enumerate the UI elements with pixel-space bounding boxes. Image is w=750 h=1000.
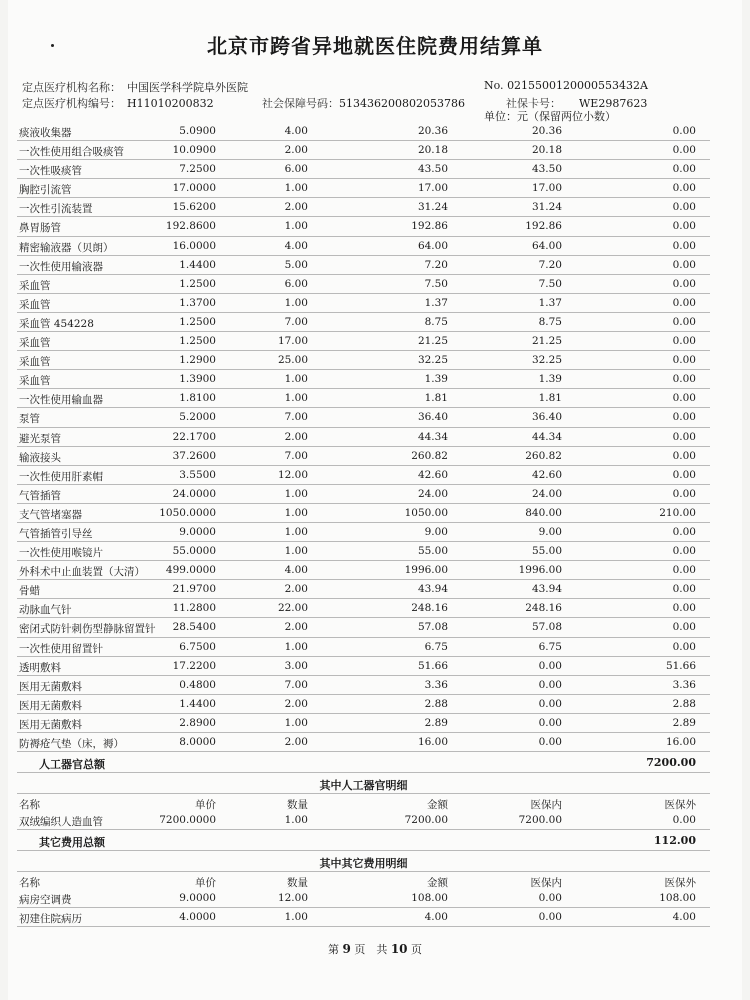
cell-price: 2.8900 [179,716,216,729]
cell-amount: 192.86 [411,220,448,233]
cell-insured: 0.00 [538,716,562,729]
cell-amount: 20.18 [417,144,448,157]
cell-uninsured: 0.00 [672,392,696,405]
cell-name: 一次性使用输液器 [19,260,103,273]
cell-uninsured: 0.00 [672,373,696,386]
cell-amount: 21.25 [417,335,448,348]
cell-insured: 44.34 [531,430,562,443]
cell-uninsured: 0.00 [672,564,696,577]
document-number-label: No. [484,79,504,92]
cell-qty: 1.00 [284,716,308,729]
col-qty: 数量 [287,877,308,890]
cell-price: 7200.0000 [159,814,216,827]
cell-amount: 2.88 [424,697,448,710]
table-row [17,638,710,657]
cell-insured: 7.20 [538,258,562,271]
cell-insured: 0.00 [538,892,562,905]
cell-price: 1.2900 [179,354,216,367]
cell-amount: 7.20 [424,258,448,271]
cell-insured: 0.00 [538,659,562,672]
cell-uninsured: 16.00 [665,736,696,748]
cell-name: 采血管 [19,298,51,311]
cell-price: 8.0000 [179,736,216,748]
cell-price: 55.0000 [172,545,216,558]
cell-price: 10.0900 [172,144,216,157]
cell-name: 采血管 [19,279,51,292]
cell-amount: 16.00 [417,736,448,748]
cell-uninsured: 0.00 [672,125,696,137]
cell-qty: 6.00 [284,163,308,176]
current-page: 9 [342,942,351,956]
table-row [17,733,710,752]
document-title: 北京市跨省异地就医住院费用结算单 [207,34,543,58]
cell-insured: 17.00 [531,182,562,195]
cell-insured: 248.16 [525,602,562,615]
col-insured: 医保内 [530,799,562,812]
card-label: 社保卡号： [506,97,561,110]
cell-insured: 260.82 [525,449,562,462]
organ-total-value: 7200.00 [646,756,696,770]
cell-price: 3.5500 [179,468,216,481]
organ-total-label: 人工器官总额 [39,758,105,772]
other-detail-rows [17,889,710,927]
cell-insured: 64.00 [531,239,562,252]
cell-price: 0.4800 [179,678,216,691]
cell-qty: 1.00 [284,487,308,500]
cell-price: 1.2500 [179,335,216,348]
cell-name: 初建住院病历 [19,913,82,926]
table-row [17,889,710,908]
cell-qty: 5.00 [284,258,308,271]
cell-name: 泵管 [19,413,40,426]
cell-price: 24.0000 [172,487,216,500]
cell-name: 痰液收集器 [19,127,72,139]
cell-price: 1.2500 [179,315,216,328]
cell-qty: 2.00 [284,697,308,710]
cell-price: 11.2800 [172,602,216,615]
cell-name: 外科术中止血装置（大清） [19,566,145,579]
cell-qty: 6.00 [284,277,308,290]
hospital-name-value: 中国医学科学院阜外医院 [127,81,248,94]
table-row [17,179,710,198]
cell-name: 双绒编织人造血管 [19,816,103,829]
cell-uninsured: 0.00 [672,430,696,443]
cell-amount: 43.94 [417,583,448,596]
cell-price: 1.4400 [179,258,216,271]
table-row [17,908,710,927]
col-insured: 医保内 [530,877,562,890]
table-row [17,217,710,236]
table-row [17,561,710,580]
cell-name: 鼻胃肠管 [19,222,61,235]
other-detail-header [17,872,710,889]
table-row [17,237,710,256]
cell-amount: 31.24 [417,201,448,214]
organ-detail-rows [17,811,710,830]
cell-insured: 9.00 [538,525,562,538]
table-row [17,542,710,561]
cell-amount: 1.39 [424,373,448,386]
cell-name: 胸腔引流管 [19,184,72,197]
cell-uninsured: 0.00 [672,602,696,615]
cell-qty: 1.00 [284,911,308,924]
cell-name: 一次性使用留置针 [19,642,103,655]
cell-uninsured: 210.00 [659,506,696,519]
cell-amount: 44.34 [417,430,448,443]
cell-name: 透明敷料 [19,661,61,674]
cell-price: 22.1700 [172,430,216,443]
cell-qty: 1.00 [284,506,308,519]
cell-amount: 42.60 [417,468,448,481]
cell-name: 密闭式防针刺伤型静脉留置针 [19,623,156,636]
cell-insured: 0.00 [538,736,562,748]
cell-uninsured: 0.00 [672,296,696,309]
cell-name: 病房空调费 [19,894,72,907]
table-row [17,695,710,714]
hospital-name-label: 定点医疗机构名称： [22,81,121,94]
cell-insured: 0.00 [538,911,562,924]
cell-price: 17.2200 [172,659,216,672]
col-uninsured: 医保外 [664,799,696,812]
cell-amount: 7.50 [424,277,448,290]
cell-qty: 7.00 [284,678,308,691]
table-row [17,313,710,332]
col-qty: 数量 [287,799,308,812]
cell-amount: 7200.00 [404,814,448,827]
total-pages: 10 [390,942,408,956]
cell-qty: 2.00 [284,736,308,748]
card-value: WE2987623 [579,97,648,110]
cell-uninsured: 0.00 [672,449,696,462]
cell-name: 采血管 [19,337,51,350]
cell-qty: 2.00 [284,201,308,214]
cell-insured: 7200.00 [518,814,562,827]
cell-name: 采血管 [19,356,51,369]
cell-amount: 9.00 [424,525,448,538]
cell-qty: 1.00 [284,640,308,653]
cell-qty: 1.00 [284,296,308,309]
cell-name: 精密输液器（贝朗） [19,241,114,254]
col-amount: 金额 [427,799,448,812]
cell-insured: 20.36 [531,125,562,137]
cell-price: 1050.0000 [159,506,216,519]
cell-qty: 7.00 [284,449,308,462]
fee-table [17,122,710,927]
cell-name: 防褥疮气垫（床，褥） [19,738,124,750]
cell-uninsured: 0.00 [672,239,696,252]
cell-qty: 1.00 [284,545,308,558]
cell-name: 动脉血气针 [19,604,72,617]
cell-qty: 22.00 [277,602,308,615]
table-row [17,408,710,427]
cell-uninsured: 51.66 [665,659,696,672]
table-row [17,447,710,466]
other-total-label: 其它费用总额 [39,836,105,850]
cell-amount: 43.50 [417,163,448,176]
cell-name: 输液接头 [19,451,61,464]
cell-insured: 43.50 [531,163,562,176]
cell-amount: 108.00 [411,892,448,905]
table-row [17,580,710,599]
ssn-label: 社会保障号码： [262,97,339,110]
table-row [17,370,710,389]
cell-qty: 2.00 [284,430,308,443]
cell-name: 医用无菌敷料 [19,680,82,693]
table-row [17,332,710,351]
cell-price: 1.3700 [179,296,216,309]
cell-price: 1.4400 [179,697,216,710]
cell-uninsured: 0.00 [672,583,696,596]
table-row [17,599,710,618]
cell-price: 7.2500 [179,163,216,176]
item-list [17,122,710,752]
cell-uninsured: 108.00 [659,892,696,905]
cell-name: 医用无菌敷料 [19,718,82,731]
cell-uninsured: 0.00 [672,277,696,290]
cell-amount: 260.82 [411,449,448,462]
cell-uninsured: 2.89 [672,716,696,729]
cell-insured: 6.75 [538,640,562,653]
cell-amount: 1.37 [424,296,448,309]
cell-uninsured: 2.88 [672,697,696,710]
cell-qty: 12.00 [277,892,308,905]
col-price: 单价 [195,799,216,812]
cell-uninsured: 0.00 [672,545,696,558]
col-uninsured: 医保外 [664,877,696,890]
page-footer: 第 9 页 共 10 页 [327,942,423,956]
cell-price: 9.0000 [179,892,216,905]
organ-detail-title: 其中人工器官明细 [17,773,710,794]
cell-qty: 3.00 [284,659,308,672]
table-row [17,351,710,370]
cell-uninsured: 3.36 [672,678,696,691]
cell-name: 采血管 [19,375,51,388]
table-row [17,389,710,408]
cell-insured: 192.86 [525,220,562,233]
cell-qty: 1.00 [284,182,308,195]
cell-uninsured: 0.00 [672,182,696,195]
cell-name: 一次性使用输血器 [19,394,103,407]
other-detail-title: 其中其它费用明细 [17,851,710,872]
cell-price: 1.3900 [179,373,216,386]
cell-price: 6.7500 [179,640,216,653]
cell-insured: 24.00 [531,487,562,500]
cell-uninsured: 0.00 [672,487,696,500]
cell-insured: 1.37 [538,296,562,309]
cell-qty: 2.00 [284,621,308,634]
cell-name: 医用无菌敷料 [19,699,82,712]
cell-amount: 24.00 [417,487,448,500]
hospital-code-line [22,95,214,111]
table-row [17,618,710,637]
cell-qty: 1.00 [284,220,308,233]
cell-qty: 4.00 [284,564,308,577]
table-row [17,122,710,141]
cell-price: 1.2500 [179,277,216,290]
cell-qty: 7.00 [284,315,308,328]
cell-qty: 1.00 [284,525,308,538]
cell-insured: 42.60 [531,468,562,481]
cell-amount: 20.36 [417,125,448,137]
cell-amount: 51.66 [417,659,448,672]
cell-uninsured: 0.00 [672,220,696,233]
cell-price: 5.0900 [179,125,216,137]
hospital-code-value: H11010200832 [127,97,214,110]
cell-amount: 36.40 [417,411,448,424]
ssn-line [262,95,465,111]
table-row [17,504,710,523]
document-number-value: 0215500120000553432A [507,79,648,92]
other-total-value: 112.00 [653,834,696,848]
col-name: 名称 [19,877,40,890]
cell-name: 一次性引流装置 [19,203,93,216]
cell-insured: 43.94 [531,583,562,596]
cell-price: 4.0000 [179,911,216,924]
ssn-value: 513436200802053786 [339,97,465,110]
cell-name: 一次性使用喉镜片 [19,547,103,560]
cell-qty: 17.00 [277,335,308,348]
cell-amount: 1050.00 [404,506,448,519]
cell-amount: 6.75 [424,640,448,653]
cell-uninsured: 0.00 [672,201,696,214]
cell-qty: 1.00 [284,392,308,405]
cell-name: 一次性吸痰管 [19,165,82,178]
cell-qty: 7.00 [284,411,308,424]
table-row [17,657,710,676]
cell-uninsured: 0.00 [672,335,696,348]
cell-uninsured: 0.00 [672,258,696,271]
cell-qty: 12.00 [277,468,308,481]
cell-insured: 0.00 [538,697,562,710]
cell-uninsured: 0.00 [672,354,696,367]
cell-insured: 1.39 [538,373,562,386]
cell-insured: 55.00 [531,545,562,558]
col-price: 单价 [195,877,216,890]
cell-name: 一次性使用肝素帽 [19,470,103,483]
cell-uninsured: 0.00 [672,144,696,157]
table-row [17,160,710,179]
cell-price: 37.2600 [172,449,216,462]
unit-note: 单位：元（保留两位小数） [484,110,616,123]
cell-price: 16.0000 [172,239,216,252]
cell-name: 骨蜡 [19,585,40,598]
cell-amount: 64.00 [417,239,448,252]
cell-insured: 21.25 [531,335,562,348]
cell-insured: 7.50 [538,277,562,290]
table-row [17,141,710,160]
cell-insured: 20.18 [531,144,562,157]
cell-insured: 32.25 [531,354,562,367]
cell-name: 一次性使用组合吸痰管 [19,146,124,159]
cell-uninsured: 0.00 [672,411,696,424]
cell-name: 气管插管引导丝 [19,527,93,540]
cell-name: 支气管堵塞器 [19,508,82,521]
cell-uninsured: 0.00 [672,163,696,176]
cell-amount: 8.75 [424,315,448,328]
cell-price: 5.2000 [179,411,216,424]
cell-amount: 2.89 [424,716,448,729]
cell-insured: 1996.00 [518,564,562,577]
cell-price: 499.0000 [165,564,216,577]
table-row [17,466,710,485]
hospital-name-line [22,79,248,95]
document-number [484,79,648,92]
cell-uninsured: 0.00 [672,640,696,653]
cell-amount: 1996.00 [404,564,448,577]
cell-uninsured: 4.00 [672,911,696,924]
cell-amount: 3.36 [424,678,448,691]
cell-price: 1.8100 [179,392,216,405]
cell-insured: 0.00 [538,678,562,691]
cell-qty: 1.00 [284,373,308,386]
table-row [17,428,710,447]
cell-name: 采血管 454228 [19,317,94,330]
cell-amount: 57.08 [417,621,448,634]
cell-price: 192.8600 [165,220,216,233]
cell-price: 28.5400 [172,621,216,634]
other-total-row [17,830,710,851]
table-row [17,676,710,695]
organ-total-row [17,752,710,773]
cell-price: 21.9700 [172,583,216,596]
cell-amount: 32.25 [417,354,448,367]
cell-insured: 57.08 [531,621,562,634]
cell-qty: 4.00 [284,239,308,252]
cell-amount: 55.00 [417,545,448,558]
hospital-code-label: 定点医疗机构编号： [22,97,121,110]
cell-amount: 4.00 [424,911,448,924]
cell-qty: 4.00 [284,125,308,137]
table-row [17,485,710,504]
cell-insured: 1.81 [538,392,562,405]
table-row [17,294,710,313]
cell-uninsured: 0.00 [672,525,696,538]
cell-uninsured: 0.00 [672,621,696,634]
table-row [17,714,710,733]
cell-name: 避光泵管 [19,432,61,445]
col-name: 名称 [19,799,40,812]
cell-price: 15.6200 [172,201,216,214]
table-row [17,256,710,275]
cell-insured: 840.00 [525,506,562,519]
table-row [17,275,710,294]
cell-price: 17.0000 [172,182,216,195]
cell-amount: 248.16 [411,602,448,615]
cell-qty: 25.00 [277,354,308,367]
cell-qty: 2.00 [284,144,308,157]
cell-insured: 36.40 [531,411,562,424]
organ-detail-header [17,794,710,811]
cell-price: 9.0000 [179,525,216,538]
table-row [17,523,710,542]
cell-qty: 2.00 [284,583,308,596]
cell-name: 气管插管 [19,489,61,502]
table-row [17,198,710,217]
cell-uninsured: 0.00 [672,468,696,481]
cell-insured: 31.24 [531,201,562,214]
table-row [17,811,710,830]
col-amount: 金额 [427,877,448,890]
cell-qty: 1.00 [284,814,308,827]
cell-insured: 8.75 [538,315,562,328]
cell-amount: 1.81 [424,392,448,405]
cell-uninsured: 0.00 [672,315,696,328]
cell-amount: 17.00 [417,182,448,195]
cell-uninsured: 0.00 [672,814,696,827]
